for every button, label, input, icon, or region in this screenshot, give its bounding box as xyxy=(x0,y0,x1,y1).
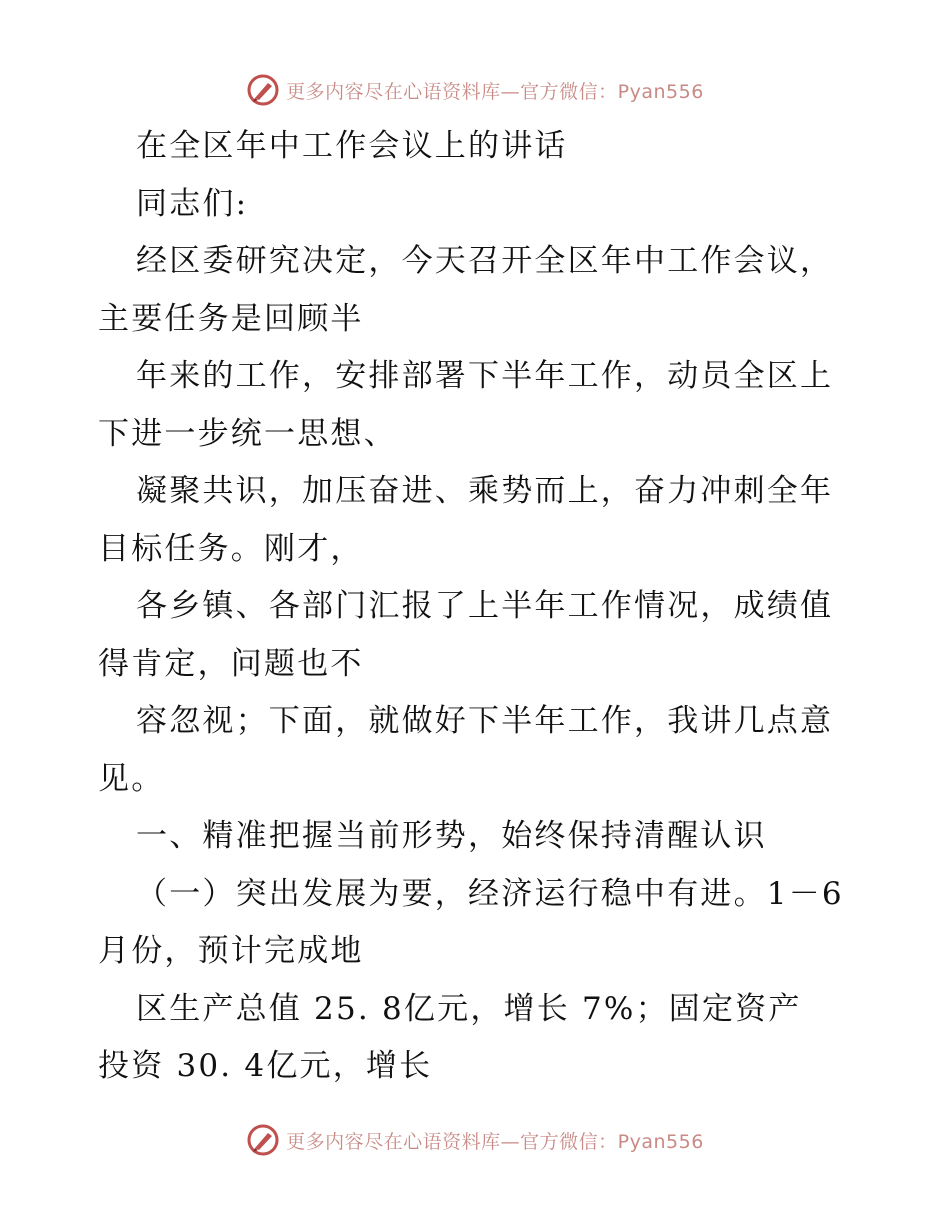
text-line: 在全区年中工作会议上的讲话 xyxy=(136,128,568,164)
text-line: 年来的工作，安排部署下半年工作，动员全区上 xyxy=(136,358,834,394)
text-line: 各乡镇、各部门汇报了上半年工作情况，成绩值 xyxy=(136,588,834,624)
header-watermark xyxy=(0,70,950,110)
watermark-text: 更多内容尽在心语资料库—官方微信：Pyan556 xyxy=(286,1130,704,1153)
text-line: 同志们: xyxy=(136,185,249,222)
text-line: 区生产总值 25. 8亿元，增长 7%；固定资产 xyxy=(136,990,802,1027)
watermark-wechat-id: Pyan556 xyxy=(617,80,704,103)
text-line: 月份，预计完成地 xyxy=(98,933,364,969)
text-line: 见。 xyxy=(98,760,165,797)
text-line: 下进一步统一思想、 xyxy=(98,415,397,452)
footer-watermark xyxy=(0,1120,950,1160)
text-line: 凝聚共识，加压奋进、乘势而上，奋力冲刺全年 xyxy=(136,473,834,509)
text-line: 投资 30. 4亿元，增长 xyxy=(98,1048,433,1084)
text-line: 经区委研究决定，今天召开全区年中工作会议， xyxy=(136,243,834,279)
text-line: 得肯定，问题也不 xyxy=(98,645,364,682)
text-line: 容忽视；下面，就做好下半年工作，我讲几点意 xyxy=(136,703,834,739)
watermark-wechat-id: Pyan556 xyxy=(617,1130,704,1153)
watermark-text: 更多内容尽在心语资料库—官方微信：Pyan556 xyxy=(286,80,704,103)
text-line: 主要任务是回顾半 xyxy=(98,300,364,337)
text-line: 目标任务。刚才， xyxy=(98,530,364,567)
pen-logo-icon xyxy=(246,1123,280,1157)
pen-logo-icon xyxy=(246,73,280,107)
document-body xyxy=(98,118,858,1096)
text-line: （一）突出发展为要，经济运行稳中有进。1－6 xyxy=(136,875,844,912)
text-line: 一、精准把握当前形势，始终保持清醒认识 xyxy=(136,818,767,854)
